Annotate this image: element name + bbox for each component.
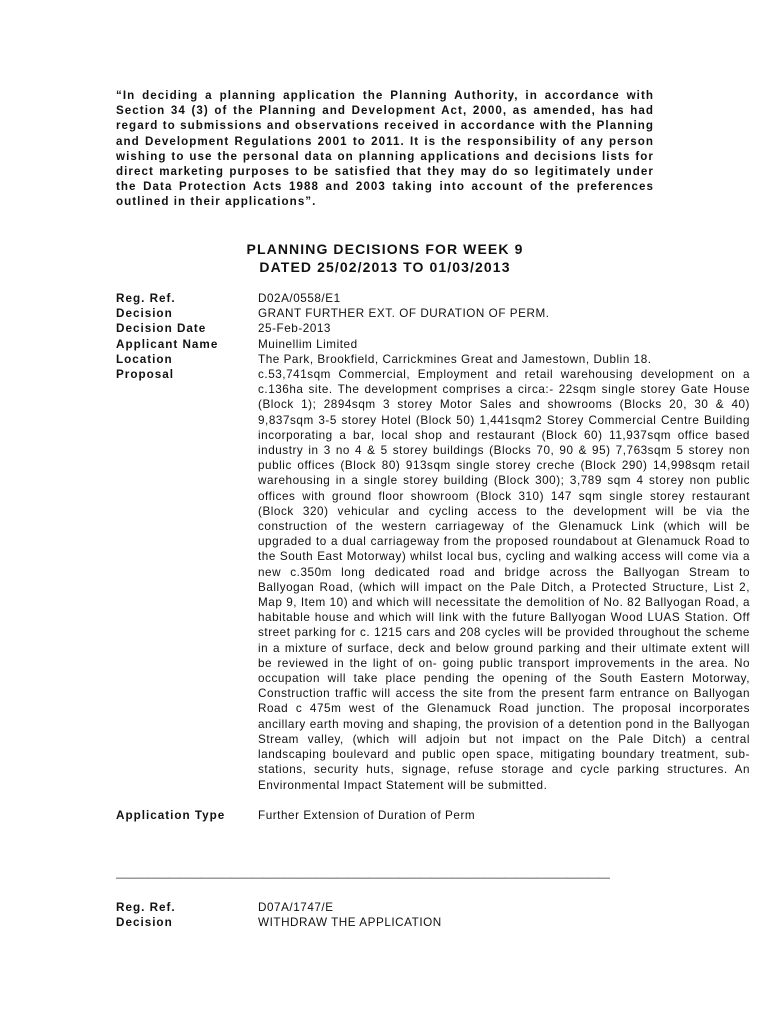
- decision-label: Decision: [116, 916, 173, 930]
- application-type-label: Application Type: [116, 808, 226, 822]
- reg-ref-value: D07A/1747/E: [258, 901, 334, 914]
- page-title: PLANNING DECISIONS FOR WEEK 9: [246, 241, 524, 257]
- location-value: The Park, Brookfield, Carrickmines Great and Jamestown, Dublin 18.: [258, 352, 652, 366]
- proposal-value: c.53,741sqm Commercial, Employment and retail warehousing development on a c.136ha site. The development comprises a circa:- 22sqm single storey Gate House (Block 1); 2894sqm 3 storey Motor Sales and showrooms (Blocks 20, 30 & 40) 9,837sqm 3-5 storey Hotel (Block 50) 1,441sqm2 Storey Commercial Centre Building incorporating a bar, local shop and restaurant (Block 60) 11,937sqm office based industry in 3 no 4 & 5 storey buildings (Blocks 70, 90 & 95) 7,763sqm 5 storey non public offices (Block 80) 913sqm single storey creche (Block 290) 14,998sqm retail warehousing in a single storey building (Block 300); 3,789 sqm 4 storey non public offices with ground floor showroom (Block 310) 147 sqm single storey restaurant (Block 320) vehicular and cycling access to the development will be via the construction of the western carriageway of the Glenamuck Link (which will be upgraded to a dual carriageway from the proposed roundabout at Glenamuck Road to the South East Motorway) whilst local bus, cycling and walking access will come via a new c.350m long dedicated road and bridge across the Ballyogan Stream to Ballyogan Road, (which will impact on the Pale Ditch, a Protected Structure, List 2, Map 9, Item 10) and which will necessitate the demolition of No. 82 Ballyogan Road, a habitable house and which will link with the future Ballyogan Wood LUAS Station. Off street parking for c. 1215 cars and 208 cycles will be provided throughout the scheme in a mixture of surface, deck and below ground parking and their ultimate extent will be reviewed in the light of on- going public transport improvements in the area. No occupation will take place pending the opening of the South Eastern Motorway, Construction traffic will access the site from the present farm entrance on Ballyogan Road c 475m west of the Glenamuck Road junction. The proposal incorporates ancillary earth moving and shaping, the provision of a detention pond in the Ballyogan Stream valley, (which will adjoin but not impact on the Pale Ditch) a central landscaping boulevard and public open space, mitigating boundary treatment, sub-stations, security huts, signage, refuse storage and cycle parking structures. An Environmental Impact Statement will be submitted.: [258, 368, 750, 792]
- reg-ref-row: [116, 900, 750, 915]
- applicant-name-label: Applicant Name: [116, 337, 219, 351]
- application-type-row: [116, 808, 750, 823]
- decision-row: [116, 915, 750, 930]
- decision-date-row: [116, 321, 750, 336]
- decision-label: Decision: [116, 307, 173, 321]
- record-separator: ———————————————————————————————————————————————: [116, 872, 610, 884]
- decision-value: GRANT FURTHER EXT. OF DURATION OF PERM.: [258, 307, 550, 321]
- reg-ref-label: Reg. Ref.: [116, 901, 176, 914]
- decision-date-label: Decision Date: [116, 322, 207, 336]
- proposal-label: Proposal: [116, 368, 175, 382]
- application-type-value: Further Extension of Duration of Perm: [258, 808, 476, 822]
- decision-date-value: 25-Feb-2013: [258, 322, 331, 336]
- reg-ref-label: Reg. Ref.: [116, 292, 176, 305]
- decision-row: [116, 306, 750, 321]
- decision-record: [116, 291, 750, 823]
- reg-ref-row: [116, 291, 750, 306]
- decision-record: [116, 900, 750, 930]
- location-label: Location: [116, 352, 173, 366]
- data-protection-disclaimer: “In deciding a planning application the Planning Authority, in accordance with Section 34 (3) of the Planning and Development Act, 2000, as amended, has had regard to submissions and observations received in accordance with the Planning and Development Regulations 2001 to 2011. It is the responsibility of any person wishing to use the personal data on planning applications and decisions lists for direct marketing purposes to be satisfied that they may do so legitimately under the Data Protection Acts 1988 and 2003 taking into account of the preferences outlined in their applications”.: [116, 89, 654, 209]
- applicant-name-row: [116, 337, 750, 352]
- location-row: [116, 352, 750, 367]
- proposal-row: [116, 367, 750, 793]
- decision-value: WITHDRAW THE APPLICATION: [258, 916, 442, 930]
- date-range-subtitle: DATED 25/02/2013 TO 01/03/2013: [259, 259, 511, 275]
- reg-ref-value: D02A/0558/E1: [258, 292, 341, 305]
- applicant-name-value: Muinellim Limited: [258, 337, 358, 351]
